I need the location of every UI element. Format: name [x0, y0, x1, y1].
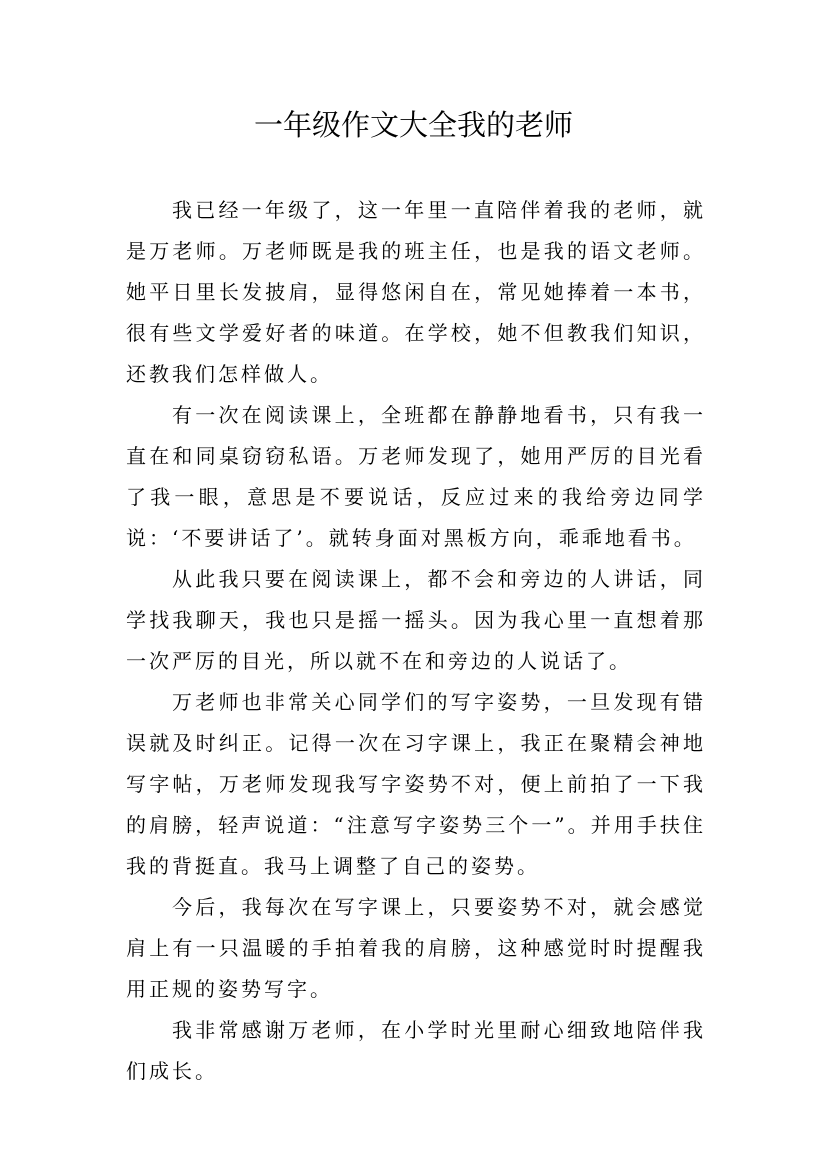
paragraph: 我非常感谢万老师，在小学时光里耐心细致地陪伴我们成长。: [126, 1018, 706, 1083]
document-title: 一年级作文大全我的老师: [253, 108, 573, 142]
document-body: [126, 190, 706, 1092]
paragraph: 今后，我每次在写字课上，只要姿势不对，就会感觉肩上有一只温暖的手拍着我的肩膀，这种感觉时时提醒我用正规的姿势写字。: [126, 895, 706, 1001]
paragraph: 万老师也非常关心同学们的写字姿势，一旦发现有错误就及时纠正。记得一次在习字课上，我正在聚精会神地写字帖，万老师发现我写字姿势不对，便上前拍了一下我的肩膀，轻声说道：“注意写字姿势三个一”。并用手扶住我的背挺直。我马上调整了自己的姿势。: [126, 690, 706, 878]
paragraph: 我已经一年级了，这一年里一直陪伴着我的老师，就是万老师。万老师既是我的班主任，也是我的语文老师。她平日里长发披肩，显得悠闲自在，常见她捧着一本书，很有些文学爱好者的味道。在学校，她不但教我们知识，还教我们怎样做人。: [126, 198, 706, 386]
paragraph: 有一次在阅读课上，全班都在静静地看书，只有我一直在和同桌窃窃私语。万老师发现了，她用严厉的目光看了我一眼，意思是不要说话，反应过来的我给旁边同学说：‘不要讲话了’。就转身面对黑板方向，乖乖地看书。: [126, 403, 706, 550]
paragraph: 从此我只要在阅读课上，都不会和旁边的人讲话，同学找我聊天，我也只是摇一摇头。因为我心里一直想着那一次严厉的目光，所以就不在和旁边的人说话了。: [126, 567, 706, 673]
